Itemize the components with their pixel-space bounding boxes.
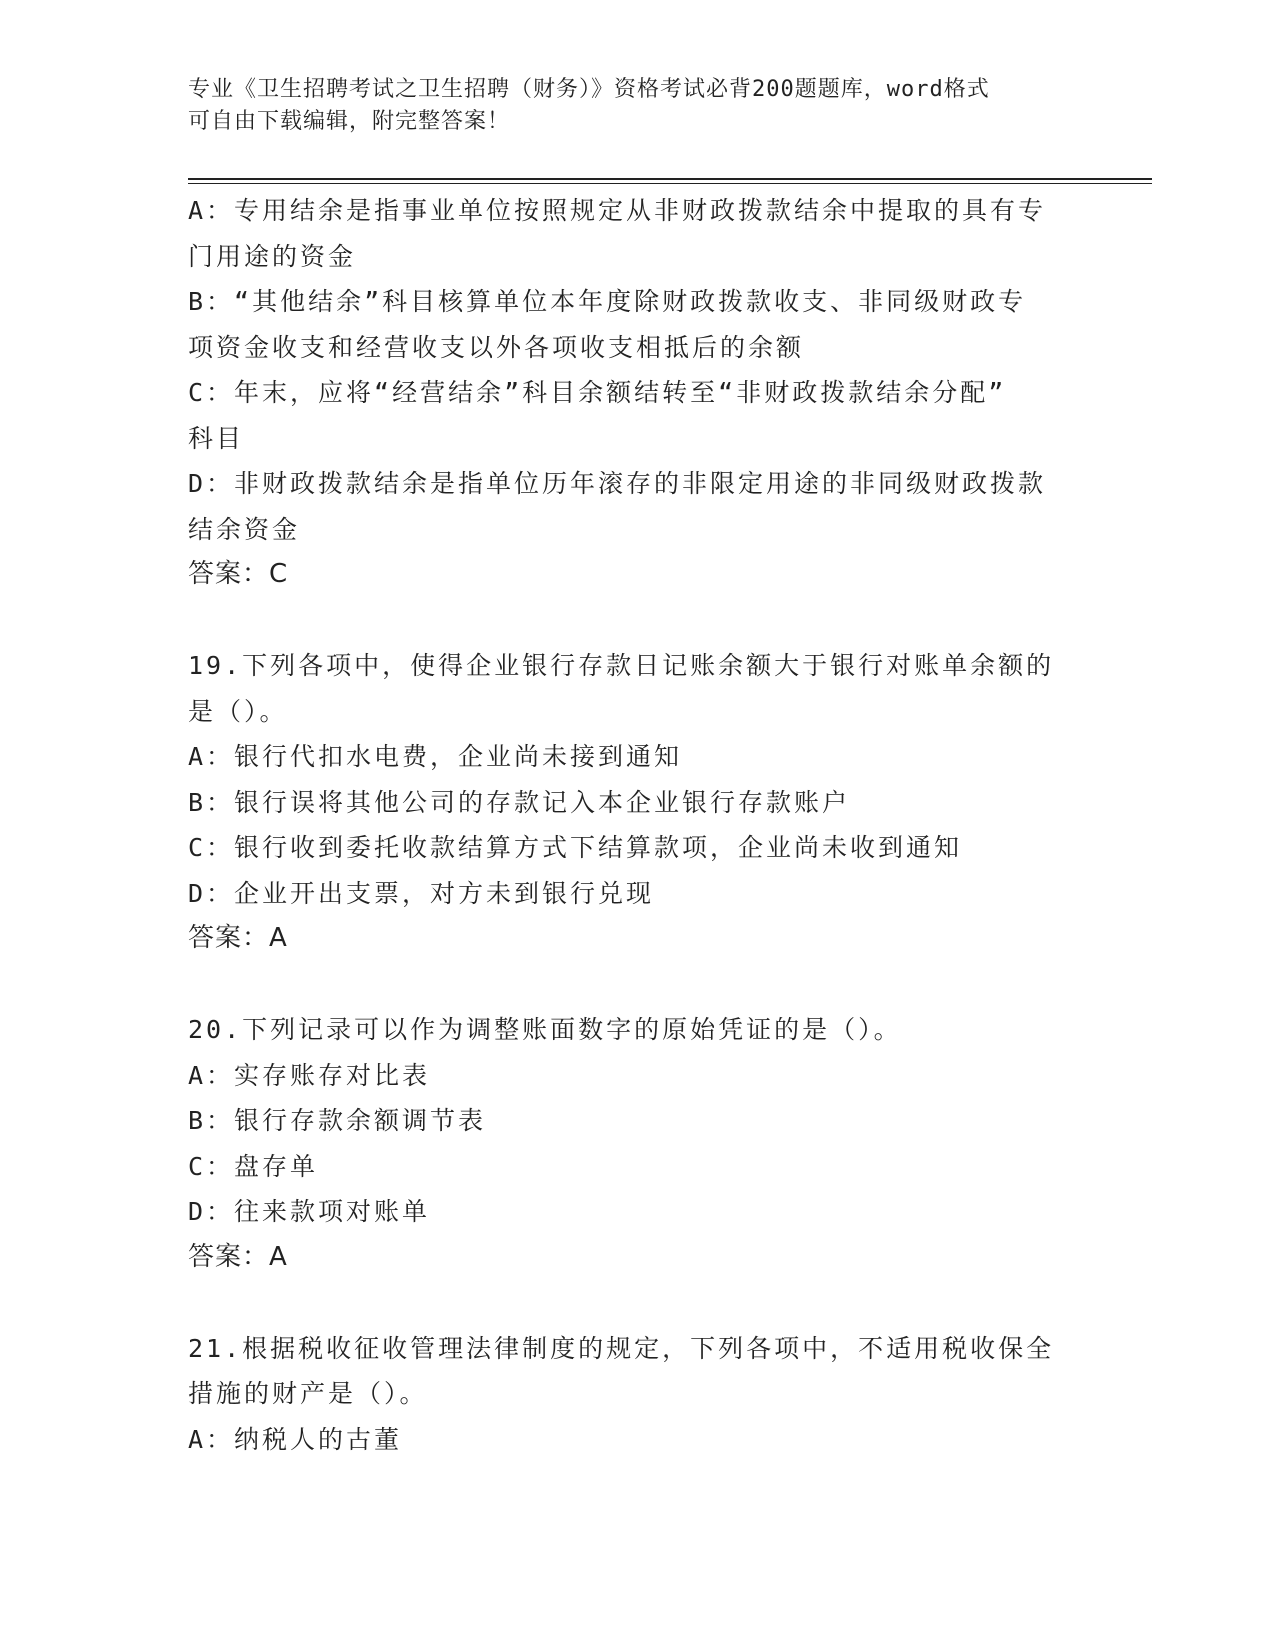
option-d: D：往来款项对账单: [188, 1197, 431, 1226]
option-a-line-1: A：专用结余是指事业单位按照规定从非财政拨款结余中提取的具有专: [188, 196, 1047, 225]
question-20: [188, 1007, 1088, 1280]
option-a-line-2: 门用途的资金: [188, 241, 357, 271]
header-divider-thick: [188, 178, 1152, 180]
question-list: [188, 188, 1088, 1462]
question-stem-line-2: 是（）。: [188, 696, 288, 726]
question-stem-line-1: 19.下列各项中，使得企业银行存款日记账余额大于银行对账单余额的: [188, 651, 1055, 680]
option-c: C：银行收到委托收款结算方式下结算款项，企业尚未收到通知: [188, 833, 963, 862]
header-divider-thin: [188, 183, 1152, 184]
option-d-line-2: 结余资金: [188, 514, 301, 544]
option-c-line-2: 科目: [188, 423, 245, 453]
answer: 答案：A: [188, 1241, 288, 1272]
question-18-options: [188, 188, 1088, 598]
option-c-line-1: C：年末，应将“经营结余”科目余额结转至“非财政拨款结余分配”: [188, 378, 1007, 407]
document-header: [188, 74, 1068, 138]
question-21: [188, 1326, 1088, 1463]
question-spacer: [188, 1280, 1088, 1326]
question-spacer: [188, 598, 1088, 644]
answer: 答案：A: [188, 923, 288, 953]
option-b: B：银行误将其他公司的存款记入本企业银行存款账户: [188, 787, 851, 817]
option-d-line-1: D：非财政拨款结余是指单位历年滚存的非限定用途的非同级财政拨款: [188, 469, 1047, 498]
option-b-line-2: 项资金收支和经营收支以外各项收支相抵后的余额: [188, 332, 805, 362]
option-a: A：纳税人的古董: [188, 1424, 403, 1454]
question-stem-line-2: 措施的财产是（）。: [188, 1379, 428, 1408]
header-line-2: 可自由下载编辑，附完整答案！: [188, 109, 511, 134]
question-spacer: [188, 962, 1088, 1008]
question-stem-line-1: 20.下列记录可以作为调整账面数字的原始凭证的是（）。: [188, 1015, 902, 1044]
question-19: [188, 643, 1088, 962]
option-a: A：银行代扣水电费，企业尚未接到通知: [188, 742, 683, 771]
option-b: B：银行存款余额调节表: [188, 1106, 487, 1135]
option-a: A：实存账存对比表: [188, 1060, 431, 1090]
question-stem-line-1: 21.根据税收征收管理法律制度的规定，下列各项中，不适用税收保全: [188, 1333, 1055, 1363]
header-line-1: 专业《卫生招聘考试之卫生招聘（财务）》资格考试必背200题题库，word格式: [188, 77, 990, 102]
option-c: C：盘存单: [188, 1151, 319, 1181]
option-d: D：企业开出支票，对方未到银行兑现: [188, 878, 655, 908]
option-b-line-1: B：“其他结余”科目核算单位本年度除财政拨款收支、非同级财政专: [188, 287, 1027, 316]
answer: 答案：C: [188, 559, 289, 589]
